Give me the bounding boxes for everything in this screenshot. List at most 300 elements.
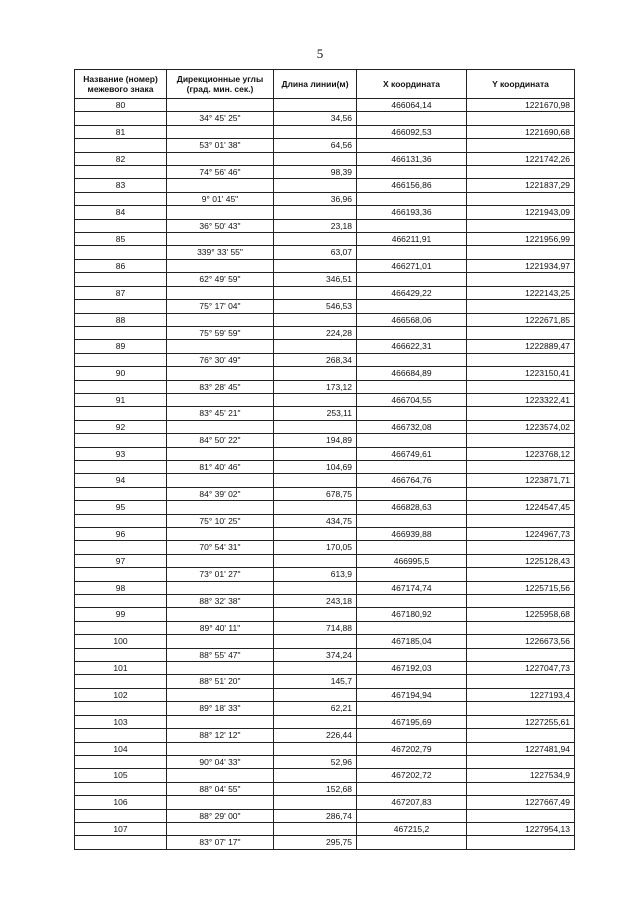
empty-cell — [274, 99, 357, 112]
empty-cell — [75, 729, 167, 742]
y-coordinate-cell: 1223322,41 — [467, 393, 575, 406]
header-y-coordinate: Y координата — [467, 70, 575, 99]
empty-cell — [357, 514, 467, 527]
x-coordinate-cell: 466684,89 — [357, 367, 467, 380]
empty-cell — [75, 568, 167, 581]
table-row-segment — [75, 729, 575, 742]
table-row-segment — [75, 621, 575, 634]
empty-cell — [75, 353, 167, 366]
line-length-cell: 23,18 — [274, 219, 357, 232]
line-length-cell: 346,51 — [274, 273, 357, 286]
y-coordinate-cell: 1226673,56 — [467, 635, 575, 648]
table-row-segment — [75, 353, 575, 366]
line-length-cell: 268,34 — [274, 353, 357, 366]
table-row-segment — [75, 300, 575, 313]
empty-cell — [75, 380, 167, 393]
table-row-segment — [75, 246, 575, 259]
empty-cell — [167, 233, 274, 246]
bearing-angle-cell: 53° 01' 38" — [167, 139, 274, 152]
y-coordinate-cell: 1227193,4 — [467, 688, 575, 701]
y-coordinate-cell: 1223871,71 — [467, 474, 575, 487]
empty-cell — [75, 460, 167, 473]
empty-cell — [75, 595, 167, 608]
x-coordinate-cell: 467215,2 — [357, 822, 467, 835]
empty-cell — [167, 796, 274, 809]
x-coordinate-cell: 467192,03 — [357, 662, 467, 675]
x-coordinate-cell: 466704,55 — [357, 393, 467, 406]
bearing-angle-cell: 75° 10' 25" — [167, 514, 274, 527]
header-bearing-angle: Дирекционные углы (град. мин. сек.) — [167, 70, 274, 99]
empty-cell — [75, 648, 167, 661]
table-row-segment — [75, 755, 575, 768]
empty-cell — [167, 179, 274, 192]
table-row-point — [75, 152, 575, 165]
table-row-point — [75, 501, 575, 514]
empty-cell — [467, 353, 575, 366]
marker-name-cell: 106 — [75, 796, 167, 809]
y-coordinate-cell: 1221742,26 — [467, 152, 575, 165]
empty-cell — [357, 487, 467, 500]
marker-name-cell: 89 — [75, 340, 167, 353]
table-row-segment — [75, 434, 575, 447]
line-length-cell: 546,53 — [274, 300, 357, 313]
empty-cell — [167, 152, 274, 165]
table-row-segment — [75, 460, 575, 473]
empty-cell — [274, 152, 357, 165]
line-length-cell: 243,18 — [274, 595, 357, 608]
table-row-point — [75, 447, 575, 460]
bearing-angle-cell: 84° 50' 22" — [167, 434, 274, 447]
empty-cell — [467, 675, 575, 688]
x-coordinate-cell: 466271,01 — [357, 259, 467, 272]
table-row-segment — [75, 407, 575, 420]
empty-cell — [167, 554, 274, 567]
table-row-segment — [75, 166, 575, 179]
empty-cell — [467, 434, 575, 447]
x-coordinate-cell: 466764,76 — [357, 474, 467, 487]
empty-cell — [274, 822, 357, 835]
marker-name-cell: 86 — [75, 259, 167, 272]
table-row-point — [75, 688, 575, 701]
empty-cell — [467, 139, 575, 152]
table-row-point — [75, 340, 575, 353]
x-coordinate-cell: 467194,94 — [357, 688, 467, 701]
table-row-segment — [75, 648, 575, 661]
empty-cell — [167, 313, 274, 326]
table-row-point — [75, 581, 575, 594]
empty-cell — [75, 621, 167, 634]
empty-cell — [467, 809, 575, 822]
line-length-cell: 194,89 — [274, 434, 357, 447]
table-row-point — [75, 125, 575, 138]
empty-cell — [274, 662, 357, 675]
table-row-segment — [75, 702, 575, 715]
empty-cell — [467, 702, 575, 715]
x-coordinate-cell: 466749,61 — [357, 447, 467, 460]
bearing-angle-cell: 9° 01' 45" — [167, 192, 274, 205]
marker-name-cell: 104 — [75, 742, 167, 755]
y-coordinate-cell: 1227255,61 — [467, 715, 575, 728]
table-row-segment — [75, 380, 575, 393]
empty-cell — [167, 528, 274, 541]
empty-cell — [167, 581, 274, 594]
table-row-segment — [75, 675, 575, 688]
table-row-point — [75, 608, 575, 621]
marker-name-cell: 100 — [75, 635, 167, 648]
y-coordinate-cell: 1224967,73 — [467, 528, 575, 541]
table-row-segment — [75, 541, 575, 554]
empty-cell — [467, 648, 575, 661]
page-number: 5 — [316, 46, 324, 61]
empty-cell — [467, 541, 575, 554]
empty-cell — [357, 407, 467, 420]
empty-cell — [75, 434, 167, 447]
line-length-cell: 286,74 — [274, 809, 357, 822]
marker-name-cell: 103 — [75, 715, 167, 728]
y-coordinate-cell: 1227481,94 — [467, 742, 575, 755]
marker-name-cell: 95 — [75, 501, 167, 514]
y-coordinate-cell: 1221837,29 — [467, 179, 575, 192]
table-row-point — [75, 554, 575, 567]
y-coordinate-cell: 1227534,9 — [467, 769, 575, 782]
empty-cell — [75, 675, 167, 688]
x-coordinate-cell: 467174,74 — [357, 581, 467, 594]
line-length-cell: 104,69 — [274, 460, 357, 473]
line-length-cell: 714,88 — [274, 621, 357, 634]
empty-cell — [467, 166, 575, 179]
table-row-segment — [75, 139, 575, 152]
empty-cell — [274, 715, 357, 728]
empty-cell — [167, 259, 274, 272]
empty-cell — [357, 326, 467, 339]
table-row-segment — [75, 326, 575, 339]
line-length-cell: 613,9 — [274, 568, 357, 581]
x-coordinate-cell: 466156,86 — [357, 179, 467, 192]
marker-name-cell: 84 — [75, 206, 167, 219]
empty-cell — [167, 420, 274, 433]
empty-cell — [274, 259, 357, 272]
y-coordinate-cell: 1223768,12 — [467, 447, 575, 460]
table-row-point — [75, 286, 575, 299]
marker-name-cell: 94 — [75, 474, 167, 487]
line-length-cell: 226,44 — [274, 729, 357, 742]
empty-cell — [274, 769, 357, 782]
bearing-angle-cell: 88° 04' 55" — [167, 782, 274, 795]
empty-cell — [467, 273, 575, 286]
table-row-segment — [75, 514, 575, 527]
table-row-point — [75, 769, 575, 782]
empty-cell — [357, 675, 467, 688]
x-coordinate-cell: 467195,69 — [357, 715, 467, 728]
empty-cell — [357, 648, 467, 661]
line-length-cell: 224,28 — [274, 326, 357, 339]
y-coordinate-cell: 1223150,41 — [467, 367, 575, 380]
x-coordinate-cell: 466064,14 — [357, 99, 467, 112]
marker-name-cell: 101 — [75, 662, 167, 675]
bearing-angle-cell: 36° 50' 43" — [167, 219, 274, 232]
empty-cell — [274, 393, 357, 406]
bearing-angle-cell: 76° 30' 49" — [167, 353, 274, 366]
empty-cell — [467, 407, 575, 420]
y-coordinate-cell: 1221670,98 — [467, 99, 575, 112]
marker-name-cell: 102 — [75, 688, 167, 701]
empty-cell — [274, 608, 357, 621]
marker-name-cell: 99 — [75, 608, 167, 621]
empty-cell — [357, 729, 467, 742]
empty-cell — [274, 367, 357, 380]
x-coordinate-cell: 466995,5 — [357, 554, 467, 567]
empty-cell — [357, 782, 467, 795]
empty-cell — [357, 273, 467, 286]
empty-cell — [167, 769, 274, 782]
empty-cell — [274, 340, 357, 353]
empty-cell — [75, 836, 167, 849]
bearing-angle-cell: 62° 49' 59" — [167, 273, 274, 286]
empty-cell — [167, 286, 274, 299]
marker-name-cell: 88 — [75, 313, 167, 326]
line-length-cell: 170,05 — [274, 541, 357, 554]
x-coordinate-cell: 466211,91 — [357, 233, 467, 246]
bearing-angle-cell: 88° 12' 12" — [167, 729, 274, 742]
marker-name-cell: 96 — [75, 528, 167, 541]
marker-name-cell: 107 — [75, 822, 167, 835]
marker-name-cell: 105 — [75, 769, 167, 782]
empty-cell — [357, 353, 467, 366]
empty-cell — [167, 688, 274, 701]
table-row-point — [75, 99, 575, 112]
empty-cell — [75, 246, 167, 259]
empty-cell — [357, 755, 467, 768]
empty-cell — [75, 755, 167, 768]
empty-cell — [274, 528, 357, 541]
empty-cell — [75, 139, 167, 152]
empty-cell — [357, 621, 467, 634]
x-coordinate-cell: 467180,92 — [357, 608, 467, 621]
empty-cell — [274, 688, 357, 701]
empty-cell — [357, 380, 467, 393]
y-coordinate-cell: 1225715,56 — [467, 581, 575, 594]
table-row-point — [75, 474, 575, 487]
y-coordinate-cell: 1225958,68 — [467, 608, 575, 621]
empty-cell — [167, 393, 274, 406]
x-coordinate-cell: 466193,36 — [357, 206, 467, 219]
empty-cell — [167, 635, 274, 648]
bearing-angle-cell: 89° 40' 11" — [167, 621, 274, 634]
bearing-angle-cell: 84° 39' 02" — [167, 487, 274, 500]
table-row-segment — [75, 568, 575, 581]
empty-cell — [75, 487, 167, 500]
bearing-angle-cell: 81° 40' 46" — [167, 460, 274, 473]
table-row-segment — [75, 836, 575, 849]
empty-cell — [467, 112, 575, 125]
empty-cell — [467, 755, 575, 768]
empty-cell — [75, 782, 167, 795]
marker-name-cell: 92 — [75, 420, 167, 433]
marker-name-cell: 82 — [75, 152, 167, 165]
empty-cell — [357, 139, 467, 152]
line-length-cell: 64,56 — [274, 139, 357, 152]
empty-cell — [167, 662, 274, 675]
empty-cell — [274, 447, 357, 460]
y-coordinate-cell: 1227667,49 — [467, 796, 575, 809]
empty-cell — [274, 635, 357, 648]
table-row-segment — [75, 219, 575, 232]
y-coordinate-cell: 1227047,73 — [467, 662, 575, 675]
empty-cell — [167, 474, 274, 487]
empty-cell — [467, 192, 575, 205]
empty-cell — [167, 447, 274, 460]
marker-name-cell: 98 — [75, 581, 167, 594]
line-length-cell: 34,56 — [274, 112, 357, 125]
empty-cell — [167, 125, 274, 138]
bearing-angle-cell: 75° 59' 59" — [167, 326, 274, 339]
table-header-row — [75, 70, 575, 99]
bearing-angle-cell: 74° 56' 46" — [167, 166, 274, 179]
x-coordinate-cell: 467207,83 — [357, 796, 467, 809]
empty-cell — [274, 179, 357, 192]
empty-cell — [75, 300, 167, 313]
empty-cell — [75, 514, 167, 527]
x-coordinate-cell: 466732,08 — [357, 420, 467, 433]
empty-cell — [167, 99, 274, 112]
table-row-point — [75, 742, 575, 755]
header-marker-name: Название (номер) межевого знака — [75, 70, 167, 99]
empty-cell — [357, 541, 467, 554]
empty-cell — [75, 166, 167, 179]
x-coordinate-cell: 466568,06 — [357, 313, 467, 326]
table-body — [75, 99, 575, 850]
empty-cell — [274, 501, 357, 514]
y-coordinate-cell: 1222143,25 — [467, 286, 575, 299]
empty-cell — [274, 206, 357, 219]
line-length-cell: 295,75 — [274, 836, 357, 849]
empty-cell — [167, 715, 274, 728]
bearing-angle-cell: 75° 17' 04" — [167, 300, 274, 313]
empty-cell — [357, 836, 467, 849]
empty-cell — [467, 219, 575, 232]
empty-cell — [467, 246, 575, 259]
bearing-angle-cell: 83° 28' 45" — [167, 380, 274, 393]
marker-name-cell: 85 — [75, 233, 167, 246]
table-row-point — [75, 367, 575, 380]
table-row-segment — [75, 192, 575, 205]
empty-cell — [357, 809, 467, 822]
empty-cell — [467, 326, 575, 339]
empty-cell — [167, 608, 274, 621]
empty-cell — [274, 313, 357, 326]
table-row-point — [75, 233, 575, 246]
table-row-point — [75, 715, 575, 728]
marker-name-cell: 90 — [75, 367, 167, 380]
table-row-point — [75, 635, 575, 648]
marker-name-cell: 83 — [75, 179, 167, 192]
empty-cell — [75, 112, 167, 125]
table-row-segment — [75, 782, 575, 795]
empty-cell — [75, 702, 167, 715]
table-row-segment — [75, 487, 575, 500]
empty-cell — [467, 595, 575, 608]
table-row-point — [75, 393, 575, 406]
bearing-angle-cell: 88° 32' 38" — [167, 595, 274, 608]
bearing-angle-cell: 88° 55' 47" — [167, 648, 274, 661]
boundary-coordinates-table — [74, 69, 575, 850]
empty-cell — [467, 380, 575, 393]
empty-cell — [167, 340, 274, 353]
empty-cell — [357, 460, 467, 473]
table-row-point — [75, 313, 575, 326]
empty-cell — [167, 501, 274, 514]
y-coordinate-cell: 1222671,85 — [467, 313, 575, 326]
bearing-angle-cell: 83° 07' 17" — [167, 836, 274, 849]
empty-cell — [75, 809, 167, 822]
x-coordinate-cell: 466131,36 — [357, 152, 467, 165]
marker-name-cell: 80 — [75, 99, 167, 112]
table-row-point — [75, 179, 575, 192]
table-row-point — [75, 528, 575, 541]
y-coordinate-cell: 1222889,47 — [467, 340, 575, 353]
empty-cell — [357, 595, 467, 608]
x-coordinate-cell: 467202,79 — [357, 742, 467, 755]
empty-cell — [75, 407, 167, 420]
line-length-cell: 253,11 — [274, 407, 357, 420]
x-coordinate-cell: 466622,31 — [357, 340, 467, 353]
y-coordinate-cell: 1221690,68 — [467, 125, 575, 138]
bearing-angle-cell: 73° 01' 27" — [167, 568, 274, 581]
header-line-length: Длина линии(м) — [274, 70, 357, 99]
table-row-point — [75, 420, 575, 433]
y-coordinate-cell: 1227954,13 — [467, 822, 575, 835]
x-coordinate-cell: 466828,63 — [357, 501, 467, 514]
empty-cell — [274, 286, 357, 299]
empty-cell — [467, 487, 575, 500]
marker-name-cell: 91 — [75, 393, 167, 406]
x-coordinate-cell: 466429,22 — [357, 286, 467, 299]
line-length-cell: 62,21 — [274, 702, 357, 715]
empty-cell — [274, 581, 357, 594]
y-coordinate-cell: 1221956,99 — [467, 233, 575, 246]
bearing-angle-cell: 34° 45' 25" — [167, 112, 274, 125]
bearing-angle-cell: 83° 45' 21" — [167, 407, 274, 420]
x-coordinate-cell: 466092,53 — [357, 125, 467, 138]
bearing-angle-cell: 70° 54' 31" — [167, 541, 274, 554]
empty-cell — [274, 554, 357, 567]
table-row-point — [75, 796, 575, 809]
line-length-cell: 374,24 — [274, 648, 357, 661]
line-length-cell: 52,96 — [274, 755, 357, 768]
y-coordinate-cell: 1223574,02 — [467, 420, 575, 433]
table-row-segment — [75, 273, 575, 286]
line-length-cell: 63,07 — [274, 246, 357, 259]
table-row-point — [75, 662, 575, 675]
line-length-cell: 434,75 — [274, 514, 357, 527]
empty-cell — [167, 206, 274, 219]
bearing-angle-cell: 88° 29' 00" — [167, 809, 274, 822]
empty-cell — [467, 514, 575, 527]
empty-cell — [467, 568, 575, 581]
empty-cell — [167, 742, 274, 755]
empty-cell — [357, 568, 467, 581]
table-row-point — [75, 822, 575, 835]
empty-cell — [75, 326, 167, 339]
table-row-segment — [75, 112, 575, 125]
line-length-cell: 173,12 — [274, 380, 357, 393]
empty-cell — [274, 796, 357, 809]
empty-cell — [357, 434, 467, 447]
empty-cell — [467, 782, 575, 795]
empty-cell — [357, 246, 467, 259]
empty-cell — [274, 742, 357, 755]
empty-cell — [357, 112, 467, 125]
